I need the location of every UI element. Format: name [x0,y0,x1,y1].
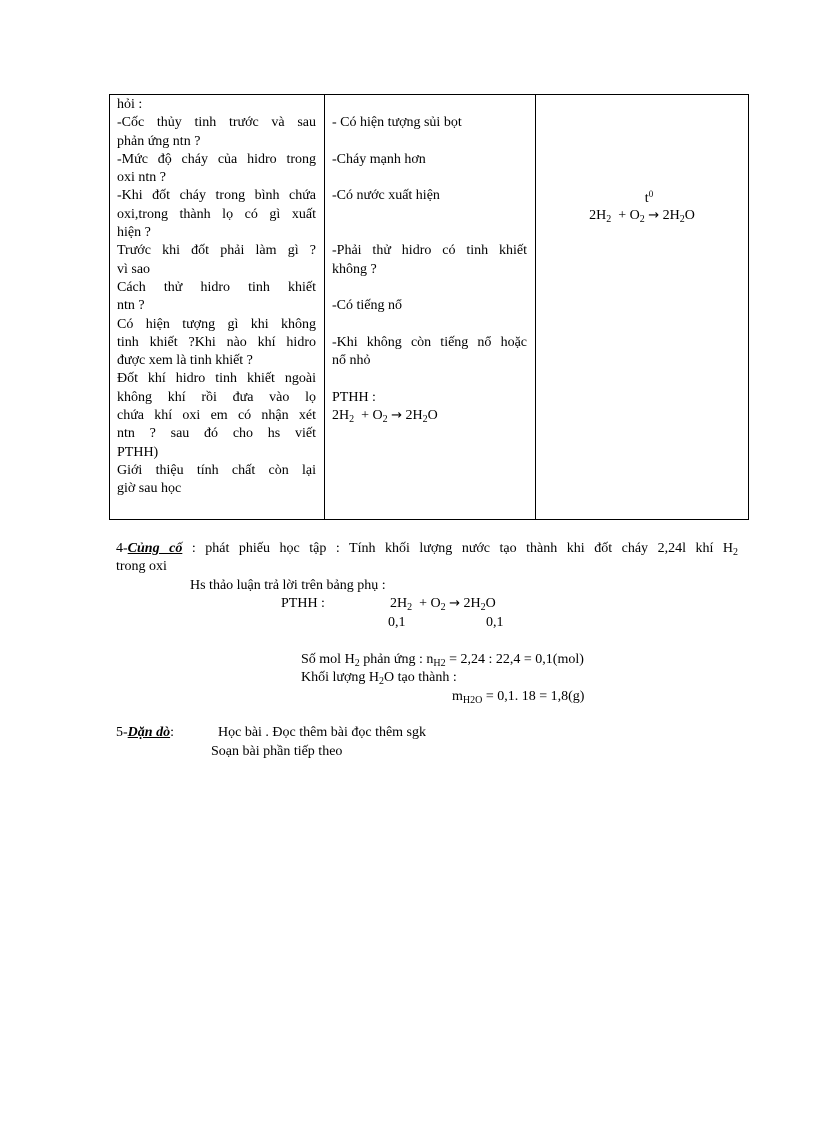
pthh-label: PTHH : [332,389,376,405]
teacher-line: PTHH) [117,444,159,460]
board-cell [536,95,749,520]
answer-6a: -Khi không còn tiếng nổ hoặc [332,334,527,350]
teacher-line: ntn ? sau đó cho hs viết [117,426,316,442]
student-activity-cell [325,95,536,520]
equation-col2: $2H_2 + O_2 \to 2H_2O$ [332,408,438,426]
section-4-heading: 4-Củng cố : phát phiếu học tập : Tính khối lượng nước tạo thành khi đốt cháy 2,24l khí $H_2$ trong oxi [116,540,738,577]
section-4-pthh-label: PTHH : [281,596,325,611]
answer-5: -Có tiếng nổ [332,298,402,314]
student-activity-text [325,95,535,425]
board-equation: $t^0$ $2H_2 + O_2 \to 2H_2O$ [536,191,748,225]
section-5-heading: 5-Dặn dò: [116,725,174,740]
teacher-line: -Mức độ cháy của hidro trong [117,151,316,167]
answer-1: - Có hiện tượng sủi bọt [332,115,462,131]
teacher-line: Giới thiệu tính chất còn lại [117,462,316,478]
section-4-title: Củng cố [127,541,183,556]
section-5-title: Dặn dò [127,725,171,740]
calc-moles: Số mol $H_2$ phản ứng : $n_{H2} = 2,24$ : 22,4 = 0,1(mol) [301,652,584,669]
teacher-line: Có hiện tượng gì khi không [117,316,316,332]
teacher-line: oxi,trong thành lọ có gì xuất [117,206,316,222]
discussion-line: Hs thảo luận trả lời trên bảng phụ : [190,578,386,593]
answer-4a: -Phải thử hidro có tinh khiết [332,243,527,259]
teacher-line: không khí rồi đưa vào lọ [117,389,316,405]
teacher-line: giờ sau học [117,481,182,497]
teacher-line: tinh khiết ?Khi nào khí hidro [117,334,316,350]
arrow-icon: → [391,408,403,424]
condition-label: $t^0$ [644,189,654,206]
teacher-line: phản ứng ntn ? [117,133,201,149]
teacher-line: Đốt khí hidro tinh khiết ngoài [117,371,316,387]
teacher-line: -Cốc thủy tinh trước và sau [117,115,316,131]
teacher-line: chứa khí oxi em có nhận xét [117,408,316,424]
teacher-line: hiện ? [117,225,151,241]
lesson-table [109,94,749,520]
teacher-line: ntn ? [117,298,145,314]
answer-2: -Cháy mạnh hơn [332,151,426,167]
teacher-line: Trước khi đốt phải làm gì ? [117,243,316,259]
mol-value-1: 0,1 [388,615,406,630]
mol-value-2: 0,1 [486,615,504,630]
teacher-line: vì sao [117,261,151,277]
calc-mass-label: Khối lượng $H_2O$ tạo thành : [301,670,457,687]
answer-4b: không ? [332,261,377,277]
arrow-icon: → [648,208,660,223]
teacher-line: oxi ntn ? [117,170,166,186]
calc-mass-result: $m_{H2O} = 0,1$. 18 = 1,8(g) [452,689,585,706]
teacher-line: -Khi đốt cháy trong bình chứa [117,188,316,204]
teacher-line: được xem là tinh khiết ? [117,353,253,369]
teacher-line: Cách thử hidro tinh khiết [117,279,316,295]
section-5-line1: Học bài . Đọc thêm bài đọc thêm sgk [218,725,427,740]
teacher-activity-text [110,95,324,499]
arrow-icon: → [449,596,461,611]
answer-3: -Có nước xuất hiện [332,188,440,204]
teacher-activity-cell [110,95,325,520]
section-4-text2: trong oxi [116,559,167,575]
section-4-equation: $2H_2 + O_2 \to 2H_2O$ [390,596,496,613]
answer-6b: nổ nhỏ [332,353,371,369]
teacher-line: hỏi : [117,97,143,112]
section-5-line2: Soạn bài phần tiếp theo [211,744,343,759]
